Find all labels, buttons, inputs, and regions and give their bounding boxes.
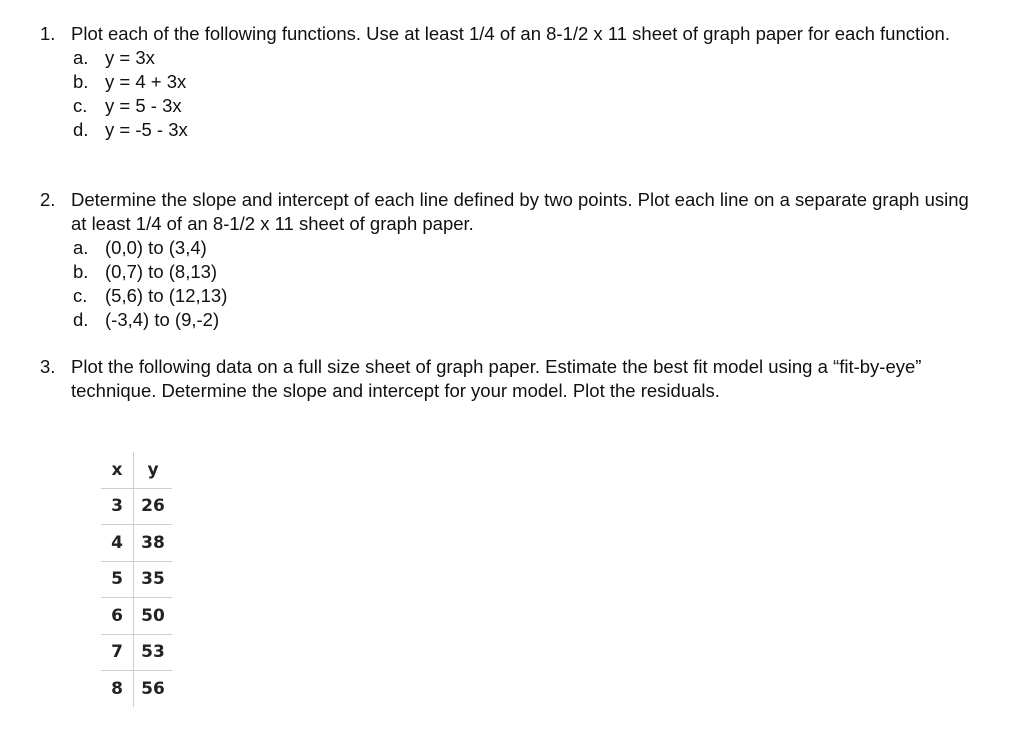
sub-item (71, 94, 970, 118)
sub-item-text: y = 3x (105, 47, 155, 68)
sub-item-list (71, 236, 970, 332)
table-cell-y: 38 (134, 525, 173, 562)
sub-item (71, 260, 970, 284)
problem-2 (40, 188, 970, 332)
table-cell-x: 8 (101, 671, 134, 707)
table-header-x: x (101, 452, 134, 488)
table-cell-x: 3 (101, 488, 134, 525)
problem-1 (40, 22, 970, 142)
sub-item-text: y = 4 + 3x (105, 71, 187, 92)
problem-number: 2. (40, 189, 56, 210)
sub-item-text: (-3,4) to (9,-2) (105, 309, 220, 330)
problem-text: Determine the slope and intercept of each line defined by two points. Plot each line on a separate graph using at least 1/4 of an 8-1/2 x 11 sheet of graph paper. (71, 189, 969, 234)
sub-item-text: y = 5 - 3x (105, 95, 182, 116)
table-cell-x: 5 (101, 561, 134, 598)
table-cell-y: 53 (134, 634, 173, 671)
table-cell-x: 7 (101, 634, 134, 671)
sub-item-letter: d. (73, 119, 89, 140)
table-row (101, 561, 172, 598)
table-cell-y: 50 (134, 598, 173, 635)
data-table (101, 452, 172, 707)
sub-item-text: (0,0) to (3,4) (105, 237, 207, 258)
table-row (101, 634, 172, 671)
sub-item (71, 70, 970, 94)
problem-text: Plot each of the following functions. Use at least 1/4 of an 8-1/2 x 11 sheet of graph paper for each function. (71, 23, 950, 44)
sub-item (71, 284, 970, 308)
sub-item-list (71, 46, 970, 142)
problem-text: Plot the following data on a full size sheet of graph paper. Estimate the best fit model using a “fit-by-eye” technique. Determine the slope and intercept for your model. Plot the residuals. (71, 356, 922, 401)
sub-item-text: (5,6) to (12,13) (105, 285, 228, 306)
table-cell-y: 56 (134, 671, 173, 707)
problem-number: 3. (40, 356, 56, 377)
sub-item (71, 46, 970, 70)
table-row (101, 598, 172, 635)
table-cell-y: 26 (134, 488, 173, 525)
sub-item-letter: a. (73, 237, 89, 258)
table-cell-x: 6 (101, 598, 134, 635)
table-row (101, 525, 172, 562)
sub-item-text: y = -5 - 3x (105, 119, 188, 140)
sub-item (71, 118, 970, 142)
sub-item-letter: b. (73, 261, 89, 282)
table-cell-x: 4 (101, 525, 134, 562)
sub-item-text: (0,7) to (8,13) (105, 261, 218, 282)
sub-item (71, 308, 970, 332)
sub-item (71, 236, 970, 260)
table-row (101, 488, 172, 525)
sub-item-letter: c. (73, 95, 88, 116)
sub-item-letter: d. (73, 309, 89, 330)
table-row (101, 671, 172, 707)
problem-3 (40, 355, 970, 403)
table-header-y: y (147, 459, 159, 480)
sub-item-letter: c. (73, 285, 88, 306)
problem-number: 1. (40, 23, 56, 44)
table-cell-y: 35 (134, 561, 173, 598)
table-header-row (101, 452, 172, 488)
sub-item-letter: b. (73, 71, 89, 92)
sub-item-letter: a. (73, 47, 89, 68)
